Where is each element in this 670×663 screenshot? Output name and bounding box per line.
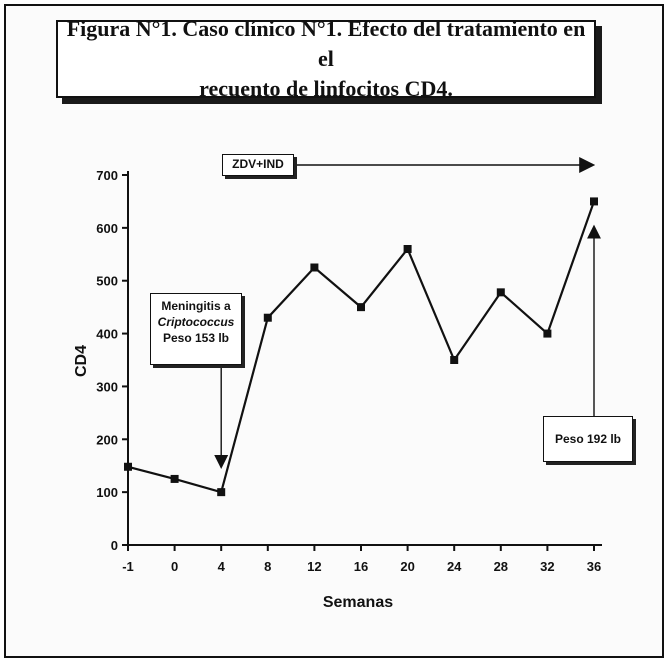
y-tick-label: 600 bbox=[96, 220, 118, 236]
cd4-data-point bbox=[543, 330, 551, 338]
cd4-data-point bbox=[217, 488, 225, 496]
y-tick-label: 300 bbox=[96, 379, 118, 395]
x-tick-label: 16 bbox=[353, 559, 369, 574]
x-tick-label: 20 bbox=[400, 559, 415, 574]
x-tick-label: 32 bbox=[540, 559, 555, 574]
y-tick-label: 200 bbox=[96, 432, 118, 448]
cd4-data-point bbox=[357, 303, 365, 311]
cd4-data-point bbox=[590, 197, 598, 205]
y-tick-label: 400 bbox=[96, 326, 118, 342]
meningitis-annotation bbox=[150, 293, 242, 365]
x-axis-title: Semanas bbox=[322, 594, 394, 611]
x-tick-label: 0 bbox=[170, 559, 179, 574]
y-tick-label: 100 bbox=[96, 485, 118, 501]
cd4-data-point bbox=[171, 475, 179, 483]
y-tick-label: 0 bbox=[110, 538, 118, 553]
cd4-data-point bbox=[497, 288, 505, 296]
y-axis-title: CD4 bbox=[73, 344, 90, 378]
x-tick-label: -1 bbox=[122, 559, 134, 574]
cd4-data-point bbox=[310, 264, 318, 272]
y-tick-label: 700 bbox=[96, 168, 118, 183]
x-tick-label: 24 bbox=[446, 559, 462, 574]
meningitis-line-3: Peso 153 lb bbox=[162, 331, 230, 345]
y-tick-label: 500 bbox=[96, 273, 118, 289]
cd4-data-point bbox=[450, 356, 458, 364]
x-tick-label: 4 bbox=[217, 559, 225, 574]
x-tick-label: 12 bbox=[307, 559, 322, 574]
meningitis-line-1: Meningitis a bbox=[161, 299, 231, 313]
chart-ticks bbox=[96, 168, 601, 574]
meningitis-line-2: Criptococcus bbox=[157, 315, 235, 329]
weight-end-annotation: Peso 192 lb bbox=[543, 416, 633, 462]
figure-title-line-2: recuento de linfocitos CD4. bbox=[199, 76, 453, 101]
chart-arrows bbox=[221, 165, 594, 466]
x-tick-label: 8 bbox=[264, 559, 272, 574]
cd4-data-point bbox=[404, 245, 412, 253]
x-tick-label: 36 bbox=[586, 559, 602, 574]
cd4-data-point bbox=[264, 314, 272, 322]
treatment-label: ZDV+IND bbox=[222, 154, 294, 176]
x-tick-label: 28 bbox=[493, 559, 509, 574]
figure-title-line-1: Figura N°1. Caso clínico N°1. Efecto del tratamiento en el bbox=[66, 16, 586, 71]
cd4-data-point bbox=[124, 463, 132, 471]
